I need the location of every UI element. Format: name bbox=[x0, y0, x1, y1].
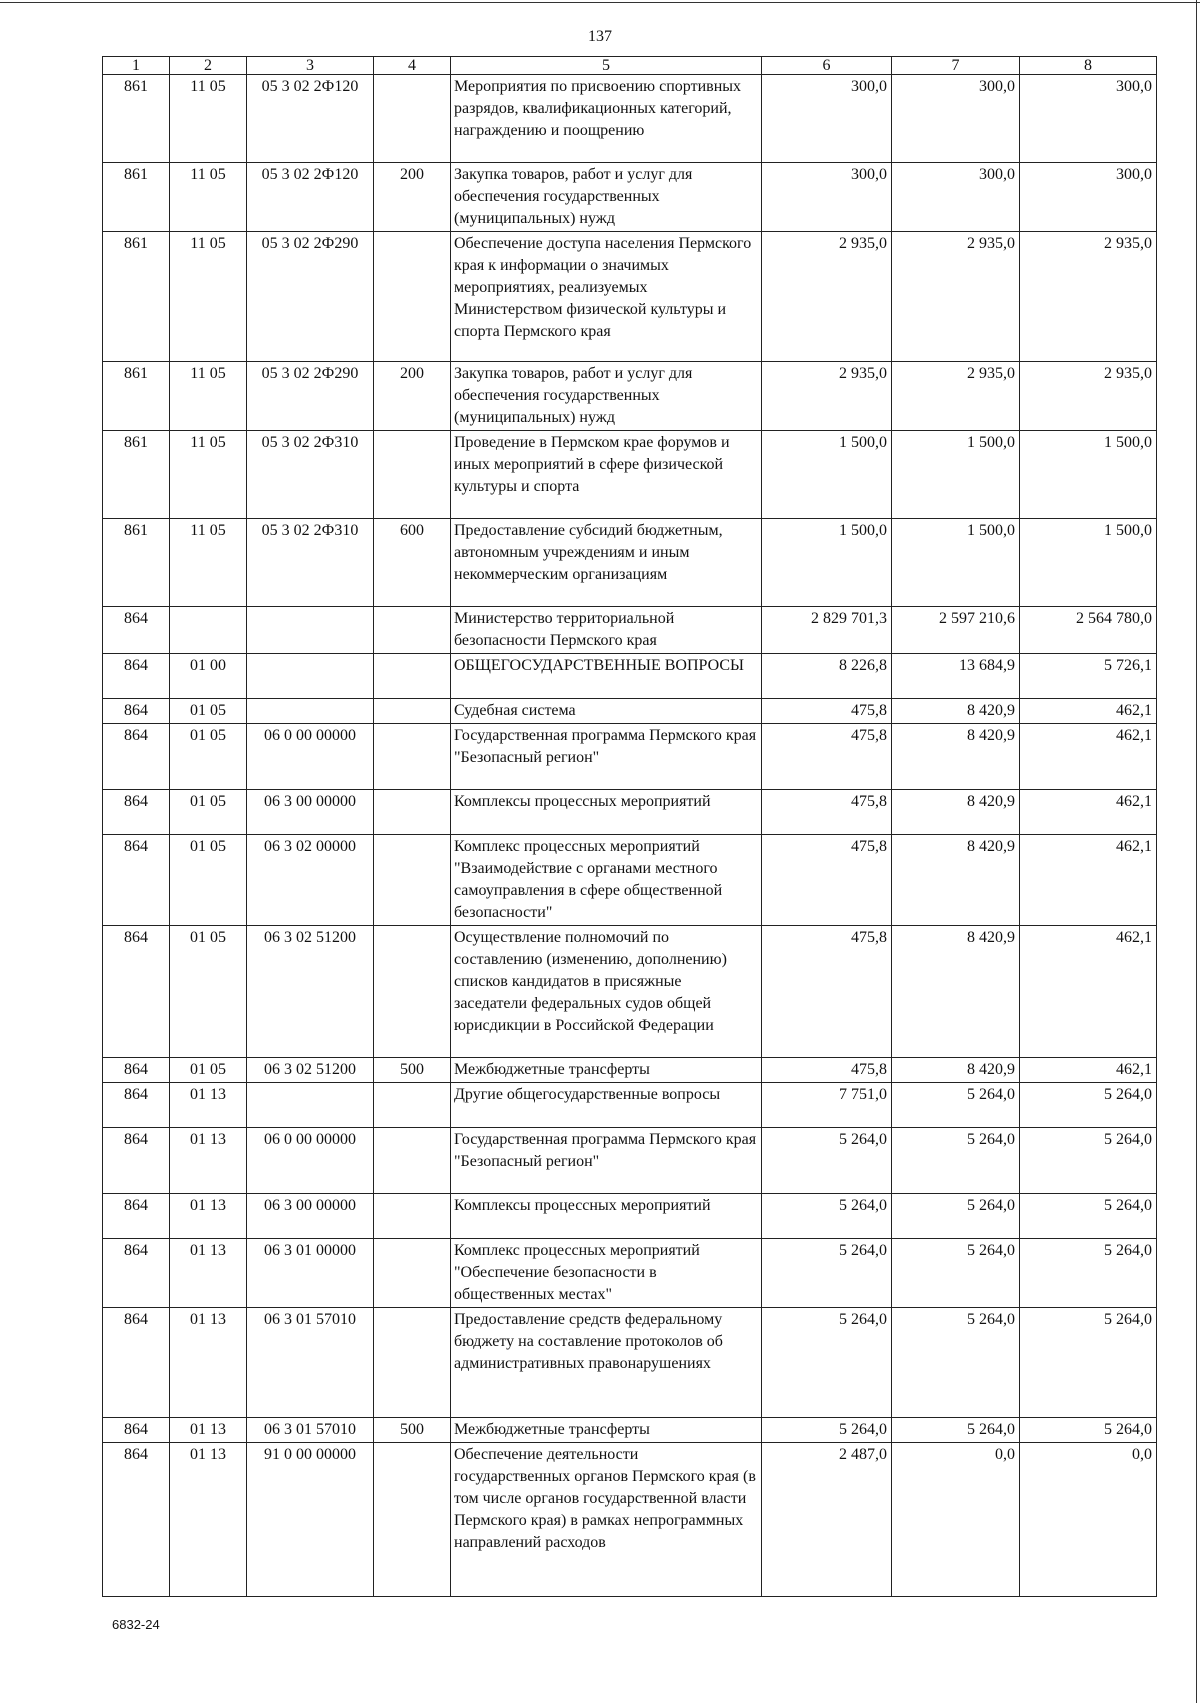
table-cell-col4: 200 bbox=[374, 163, 451, 232]
table-cell-col2: 11 05 bbox=[170, 232, 247, 362]
table-cell-col1: 864 bbox=[103, 835, 170, 926]
table-cell-col7: 13 684,9 bbox=[892, 654, 1020, 699]
table-cell-col5: Обеспечение доступа населения Пермского края к информации о значимых мероприятиях, реализуемых Министерством физической культуры и спорта Пермского края bbox=[451, 232, 762, 362]
table-cell-col6: 8 226,8 bbox=[762, 654, 892, 699]
table-cell-col4 bbox=[374, 1443, 451, 1597]
table-cell-col3: 05 3 02 2Ф120 bbox=[247, 163, 374, 232]
table-cell-col4 bbox=[374, 1308, 451, 1418]
table-cell-col7: 0,0 bbox=[892, 1443, 1020, 1597]
table-cell-col6: 2 935,0 bbox=[762, 362, 892, 431]
table-cell-col8: 5 264,0 bbox=[1020, 1128, 1157, 1194]
table-cell-col3: 06 3 01 00000 bbox=[247, 1239, 374, 1308]
table-cell-col7: 5 264,0 bbox=[892, 1083, 1020, 1128]
table-row bbox=[103, 1239, 1157, 1308]
table-cell-col3: 05 3 02 2Ф290 bbox=[247, 362, 374, 431]
table-cell-col6: 300,0 bbox=[762, 75, 892, 163]
table-cell-col6: 300,0 bbox=[762, 163, 892, 232]
right-edge-line bbox=[1196, 0, 1197, 1703]
table-row bbox=[103, 607, 1157, 654]
table-cell-col5: ОБЩЕГОСУДАРСТВЕННЫЕ ВОПРОСЫ bbox=[451, 654, 762, 699]
column-header: 7 bbox=[892, 57, 1020, 75]
table-cell-col4 bbox=[374, 431, 451, 519]
table-cell-col5: Комплексы процессных мероприятий bbox=[451, 790, 762, 835]
table-row bbox=[103, 1194, 1157, 1239]
table-cell-col6: 475,8 bbox=[762, 1058, 892, 1083]
table-cell-col5: Закупка товаров, работ и услуг для обеспечения государственных (муниципальных) нужд bbox=[451, 163, 762, 232]
table-cell-col4 bbox=[374, 607, 451, 654]
table-cell-col3: 05 3 02 2Ф310 bbox=[247, 519, 374, 607]
table-cell-col8: 462,1 bbox=[1020, 724, 1157, 790]
table-cell-col5: Комплексы процессных мероприятий bbox=[451, 1194, 762, 1239]
table-cell-col5: Закупка товаров, работ и услуг для обеспечения государственных (муниципальных) нужд bbox=[451, 362, 762, 431]
table-cell-col6: 5 264,0 bbox=[762, 1308, 892, 1418]
table-cell-col4 bbox=[374, 790, 451, 835]
table-cell-col8: 1 500,0 bbox=[1020, 519, 1157, 607]
table-cell-col2: 01 13 bbox=[170, 1083, 247, 1128]
table-cell-col7: 1 500,0 bbox=[892, 431, 1020, 519]
table-cell-col7: 5 264,0 bbox=[892, 1418, 1020, 1443]
table-cell-col7: 5 264,0 bbox=[892, 1308, 1020, 1418]
table-cell-col7: 300,0 bbox=[892, 163, 1020, 232]
table-row bbox=[103, 926, 1157, 1058]
table-cell-col2: 01 05 bbox=[170, 926, 247, 1058]
table-row bbox=[103, 1128, 1157, 1194]
table-cell-col5: Межбюджетные трансферты bbox=[451, 1058, 762, 1083]
table-cell-col5: Министерство территориальной безопасности Пермского края bbox=[451, 607, 762, 654]
table-cell-col3: 06 3 02 00000 bbox=[247, 835, 374, 926]
table-cell-col2: 01 13 bbox=[170, 1239, 247, 1308]
table-cell-col8: 462,1 bbox=[1020, 1058, 1157, 1083]
table-row bbox=[103, 654, 1157, 699]
table-cell-col1: 864 bbox=[103, 607, 170, 654]
table-row bbox=[103, 75, 1157, 163]
table-cell-col1: 864 bbox=[103, 1058, 170, 1083]
table-cell-col4: 200 bbox=[374, 362, 451, 431]
table-cell-col5: Мероприятия по присвоению спортивных разрядов, квалификационных категорий, награждению и поощрению bbox=[451, 75, 762, 163]
table-cell-col6: 5 264,0 bbox=[762, 1418, 892, 1443]
table-cell-col7: 8 420,9 bbox=[892, 926, 1020, 1058]
table-cell-col1: 861 bbox=[103, 519, 170, 607]
table-cell-col1: 861 bbox=[103, 75, 170, 163]
table-cell-col3: 05 3 02 2Ф310 bbox=[247, 431, 374, 519]
table-cell-col3 bbox=[247, 607, 374, 654]
header-row bbox=[103, 57, 1157, 75]
table-cell-col2: 11 05 bbox=[170, 163, 247, 232]
table-cell-col5: Предоставление средств федеральному бюджету на составление протоколов об административных правонарушениях bbox=[451, 1308, 762, 1418]
budget-table bbox=[102, 56, 1157, 1597]
table-cell-col2: 01 05 bbox=[170, 835, 247, 926]
table-cell-col3: 06 3 01 57010 bbox=[247, 1418, 374, 1443]
table-cell-col7: 1 500,0 bbox=[892, 519, 1020, 607]
column-header: 6 bbox=[762, 57, 892, 75]
table-row bbox=[103, 362, 1157, 431]
table-cell-col7: 2 597 210,6 bbox=[892, 607, 1020, 654]
table-cell-col1: 864 bbox=[103, 724, 170, 790]
table-cell-col5: Проведение в Пермском крае форумов и иных мероприятий в сфере физической культуры и спорта bbox=[451, 431, 762, 519]
column-header: 2 bbox=[170, 57, 247, 75]
table-cell-col7: 5 264,0 bbox=[892, 1128, 1020, 1194]
document-code: 6832-24 bbox=[112, 1617, 160, 1632]
table-cell-col2: 01 05 bbox=[170, 790, 247, 835]
table-cell-col5: Судебная система bbox=[451, 699, 762, 724]
table-cell-col5: Другие общегосударственные вопросы bbox=[451, 1083, 762, 1128]
column-header: 8 bbox=[1020, 57, 1157, 75]
table-cell-col2: 01 13 bbox=[170, 1194, 247, 1239]
table-cell-col7: 2 935,0 bbox=[892, 232, 1020, 362]
table-row bbox=[103, 431, 1157, 519]
table-cell-col4: 500 bbox=[374, 1418, 451, 1443]
column-header: 4 bbox=[374, 57, 451, 75]
table-cell-col5: Осуществление полномочий по составлению (изменению, дополнению) списков кандидатов в присяжные заседатели федеральных судов общей юрисдикции в Российской Федерации bbox=[451, 926, 762, 1058]
page-number: 137 bbox=[588, 28, 612, 45]
table-cell-col8: 462,1 bbox=[1020, 835, 1157, 926]
table-cell-col8: 462,1 bbox=[1020, 926, 1157, 1058]
table-cell-col3: 06 0 00 00000 bbox=[247, 1128, 374, 1194]
table-cell-col7: 300,0 bbox=[892, 75, 1020, 163]
table-cell-col6: 475,8 bbox=[762, 724, 892, 790]
table-cell-col7: 8 420,9 bbox=[892, 699, 1020, 724]
table-cell-col2: 01 05 bbox=[170, 724, 247, 790]
table-cell-col4: 600 bbox=[374, 519, 451, 607]
table-cell-col8: 5 726,1 bbox=[1020, 654, 1157, 699]
table-cell-col2: 01 13 bbox=[170, 1418, 247, 1443]
table-cell-col1: 864 bbox=[103, 1418, 170, 1443]
table-cell-col7: 8 420,9 bbox=[892, 790, 1020, 835]
table-cell-col6: 475,8 bbox=[762, 790, 892, 835]
table-row bbox=[103, 1058, 1157, 1083]
table-row bbox=[103, 835, 1157, 926]
table-cell-col4 bbox=[374, 232, 451, 362]
table-cell-col2: 01 13 bbox=[170, 1128, 247, 1194]
table-cell-col2: 11 05 bbox=[170, 75, 247, 163]
table-cell-col3: 91 0 00 00000 bbox=[247, 1443, 374, 1597]
table-cell-col7: 8 420,9 bbox=[892, 724, 1020, 790]
table-cell-col6: 5 264,0 bbox=[762, 1239, 892, 1308]
table-cell-col4 bbox=[374, 926, 451, 1058]
table-cell-col1: 864 bbox=[103, 1194, 170, 1239]
table-cell-col6: 1 500,0 bbox=[762, 431, 892, 519]
table-cell-col3: 06 3 02 51200 bbox=[247, 1058, 374, 1083]
table-cell-col1: 861 bbox=[103, 431, 170, 519]
column-header: 5 bbox=[451, 57, 762, 75]
table-cell-col4 bbox=[374, 654, 451, 699]
table-cell-col4 bbox=[374, 1128, 451, 1194]
table-cell-col6: 7 751,0 bbox=[762, 1083, 892, 1128]
table-cell-col4 bbox=[374, 1083, 451, 1128]
table-row bbox=[103, 519, 1157, 607]
table-cell-col1: 864 bbox=[103, 1308, 170, 1418]
table-cell-col3: 06 3 01 57010 bbox=[247, 1308, 374, 1418]
table-cell-col5: Предоставление субсидий бюджетным, автономным учреждениям и иным некоммерческим организациям bbox=[451, 519, 762, 607]
table-cell-col8: 5 264,0 bbox=[1020, 1239, 1157, 1308]
table-cell-col7: 8 420,9 bbox=[892, 1058, 1020, 1083]
table-cell-col5: Государственная программа Пермского края "Безопасный регион" bbox=[451, 724, 762, 790]
table-cell-col4 bbox=[374, 835, 451, 926]
table-cell-col1: 864 bbox=[103, 699, 170, 724]
table-cell-col8: 1 500,0 bbox=[1020, 431, 1157, 519]
table-cell-col6: 475,8 bbox=[762, 835, 892, 926]
table-cell-col8: 5 264,0 bbox=[1020, 1194, 1157, 1239]
table-cell-col2: 01 13 bbox=[170, 1443, 247, 1597]
table-row bbox=[103, 1308, 1157, 1418]
table-cell-col1: 864 bbox=[103, 1239, 170, 1308]
table-cell-col2: 01 13 bbox=[170, 1308, 247, 1418]
table-cell-col1: 864 bbox=[103, 1128, 170, 1194]
column-header: 1 bbox=[103, 57, 170, 75]
table-row bbox=[103, 790, 1157, 835]
table-cell-col4 bbox=[374, 724, 451, 790]
table-row bbox=[103, 724, 1157, 790]
table-cell-col3: 06 3 00 00000 bbox=[247, 790, 374, 835]
table-cell-col4 bbox=[374, 1239, 451, 1308]
table-cell-col8: 2 935,0 bbox=[1020, 362, 1157, 431]
table-cell-col8: 300,0 bbox=[1020, 163, 1157, 232]
table-cell-col6: 5 264,0 bbox=[762, 1194, 892, 1239]
table-cell-col3 bbox=[247, 654, 374, 699]
table-cell-col2: 11 05 bbox=[170, 519, 247, 607]
table-cell-col7: 5 264,0 bbox=[892, 1239, 1020, 1308]
table-cell-col2: 11 05 bbox=[170, 362, 247, 431]
table-cell-col8: 0,0 bbox=[1020, 1443, 1157, 1597]
table-cell-col1: 864 bbox=[103, 1083, 170, 1128]
table-cell-col2: 01 05 bbox=[170, 1058, 247, 1083]
table-cell-col2 bbox=[170, 607, 247, 654]
table-cell-col8: 5 264,0 bbox=[1020, 1308, 1157, 1418]
table-cell-col7: 2 935,0 bbox=[892, 362, 1020, 431]
table-row bbox=[103, 1418, 1157, 1443]
table-cell-col6: 2 829 701,3 bbox=[762, 607, 892, 654]
table-cell-col5: Государственная программа Пермского края "Безопасный регион" bbox=[451, 1128, 762, 1194]
table-cell-col1: 864 bbox=[103, 654, 170, 699]
table-cell-col3: 05 3 02 2Ф120 bbox=[247, 75, 374, 163]
table-body bbox=[103, 57, 1157, 1597]
table-cell-col4: 500 bbox=[374, 1058, 451, 1083]
table-cell-col6: 475,8 bbox=[762, 699, 892, 724]
table-cell-col1: 861 bbox=[103, 232, 170, 362]
table-cell-col4 bbox=[374, 75, 451, 163]
table-cell-col8: 300,0 bbox=[1020, 75, 1157, 163]
table-row bbox=[103, 1083, 1157, 1128]
table-cell-col8: 2 935,0 bbox=[1020, 232, 1157, 362]
table-cell-col6: 1 500,0 bbox=[762, 519, 892, 607]
table-cell-col3: 06 3 00 00000 bbox=[247, 1194, 374, 1239]
table-cell-col4 bbox=[374, 699, 451, 724]
table-cell-col6: 5 264,0 bbox=[762, 1128, 892, 1194]
column-header: 3 bbox=[247, 57, 374, 75]
table-cell-col7: 8 420,9 bbox=[892, 835, 1020, 926]
table-row bbox=[103, 232, 1157, 362]
top-edge-line bbox=[0, 2, 1200, 3]
table-cell-col5: Обеспечение деятельности государственных органов Пермского края (в том числе органов государственной власти Пермского края) в рамках непрограммных направлений расходов bbox=[451, 1443, 762, 1597]
table-cell-col2: 11 05 bbox=[170, 431, 247, 519]
table-cell-col5: Межбюджетные трансферты bbox=[451, 1418, 762, 1443]
table-cell-col6: 2 935,0 bbox=[762, 232, 892, 362]
table-cell-col8: 462,1 bbox=[1020, 699, 1157, 724]
table-cell-col8: 2 564 780,0 bbox=[1020, 607, 1157, 654]
table-cell-col1: 864 bbox=[103, 926, 170, 1058]
table-cell-col2: 01 00 bbox=[170, 654, 247, 699]
table-cell-col2: 01 05 bbox=[170, 699, 247, 724]
table-cell-col7: 5 264,0 bbox=[892, 1194, 1020, 1239]
table-cell-col3: 06 3 02 51200 bbox=[247, 926, 374, 1058]
table-cell-col1: 864 bbox=[103, 790, 170, 835]
table-cell-col5: Комплекс процессных мероприятий "Обеспечение безопасности в общественных местах" bbox=[451, 1239, 762, 1308]
table-cell-col8: 5 264,0 bbox=[1020, 1418, 1157, 1443]
table-row bbox=[103, 699, 1157, 724]
table-cell-col3: 06 0 00 00000 bbox=[247, 724, 374, 790]
table-cell-col4 bbox=[374, 1194, 451, 1239]
table-row bbox=[103, 163, 1157, 232]
table-cell-col6: 2 487,0 bbox=[762, 1443, 892, 1597]
table-cell-col1: 861 bbox=[103, 362, 170, 431]
table-cell-col6: 475,8 bbox=[762, 926, 892, 1058]
table-cell-col5: Комплекс процессных мероприятий "Взаимодействие с органами местного самоуправления в сфере общественной безопасности" bbox=[451, 835, 762, 926]
table-cell-col8: 5 264,0 bbox=[1020, 1083, 1157, 1128]
table-cell-col3: 05 3 02 2Ф290 bbox=[247, 232, 374, 362]
table-cell-col3 bbox=[247, 1083, 374, 1128]
table-cell-col3 bbox=[247, 699, 374, 724]
table-cell-col1: 864 bbox=[103, 1443, 170, 1597]
table-row bbox=[103, 1443, 1157, 1597]
table-cell-col1: 861 bbox=[103, 163, 170, 232]
table-cell-col8: 462,1 bbox=[1020, 790, 1157, 835]
